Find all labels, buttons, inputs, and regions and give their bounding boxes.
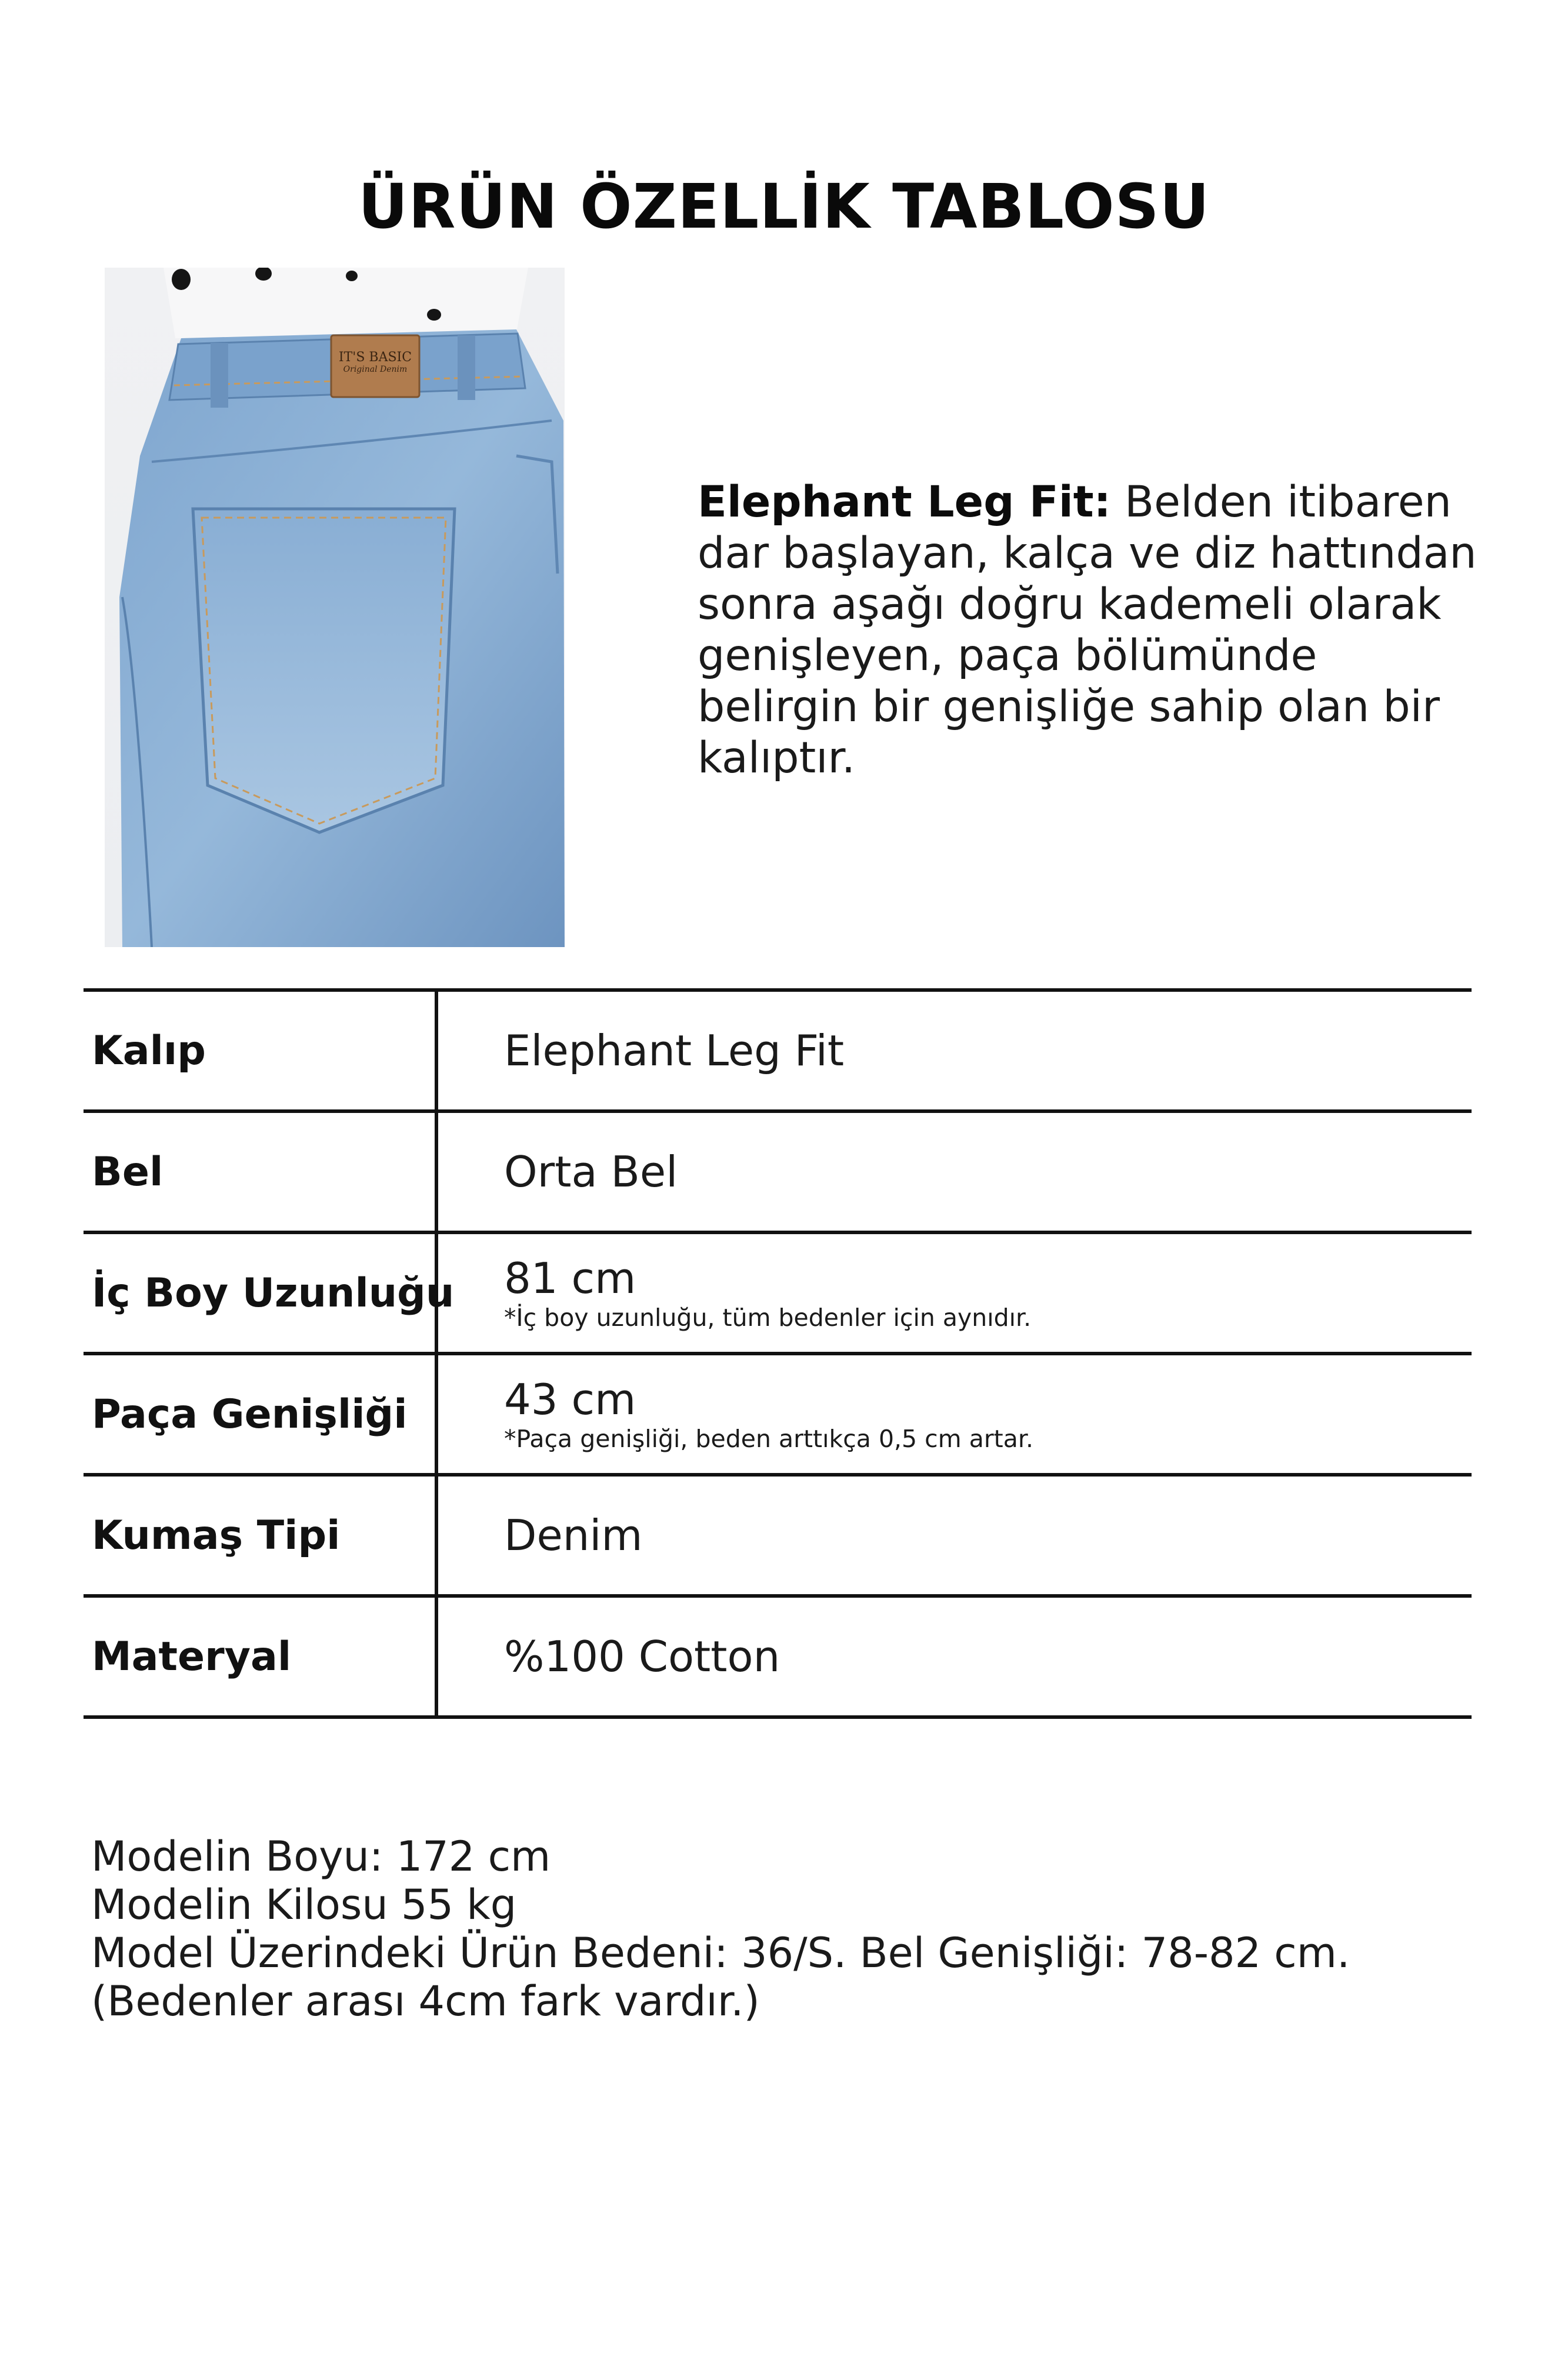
brand-label-name: IT'S BASIC [338,350,412,365]
fit-description-text: Belden itibaren dar başlayan, kalça ve diz hattından sonra aşağı doğru kademeli olarak genişleyen, paça bölümünde belirgin bir genişliğe sahip olan bir kalıptır. [698,477,1477,783]
model-height: Modelin Boyu: 172 cm [91,1832,551,1881]
fit-description [698,476,1486,784]
spec-row-ic-boy [84,1234,1472,1355]
column-divider [435,1598,438,1715]
spec-value-cell [504,1598,780,1715]
spec-value: 43 cm [504,1375,636,1424]
fit-description-term: Elephant Leg Fit: [698,477,1111,527]
spec-value-cell [504,1355,1033,1473]
product-photo [105,268,565,947]
brand-label [333,350,418,374]
spec-note: *Paça genişliği, beden arttıkça 0,5 cm artar. [504,1425,1033,1453]
spec-value-cell [504,992,844,1109]
spec-row-kumas [84,1477,1472,1598]
spec-label: Paça Genişliği [92,1391,408,1438]
brand-label-subtext: Original Denim [343,365,408,374]
spec-table [84,988,1472,1719]
spec-value: Denim [504,1511,643,1560]
spec-row-materyal [84,1598,1472,1719]
spec-value-cell [504,1113,678,1231]
spec-label: Kumaş Tipi [92,1512,341,1559]
column-divider [435,1355,438,1473]
column-divider [435,1477,438,1594]
spec-value: Elephant Leg Fit [504,1026,845,1075]
column-divider [435,1113,438,1231]
spec-note: *İç boy uzunluğu, tüm bedenler için aynıdır. [504,1304,1032,1332]
page-title: ÜRÜN ÖZELLİK TABLOSU [358,171,1210,242]
spec-row-paca [84,1355,1472,1477]
spec-label: İç Boy Uzunluğu [92,1269,455,1317]
model-size: Model Üzerindeki Ürün Bedeni: 36/S. Bel Genişliği: 78-82 cm. (Bedenler arası 4cm fark vardır.) [91,1929,1350,2025]
spec-value: Orta Bel [504,1147,678,1197]
column-divider [435,992,438,1109]
spec-label: Materyal [92,1633,292,1680]
model-info [91,1832,1491,2025]
spec-value-cell [504,1477,643,1594]
spec-label: Kalıp [92,1027,206,1074]
spec-row-kalip [84,992,1472,1113]
spec-row-bel [84,1113,1472,1234]
spec-value-cell [504,1234,1031,1352]
spec-label: Bel [92,1148,164,1195]
model-weight: Modelin Kilosu 55 kg [91,1881,517,1929]
spec-value: %100 Cotton [504,1632,780,1681]
spec-value: 81 cm [504,1254,636,1303]
